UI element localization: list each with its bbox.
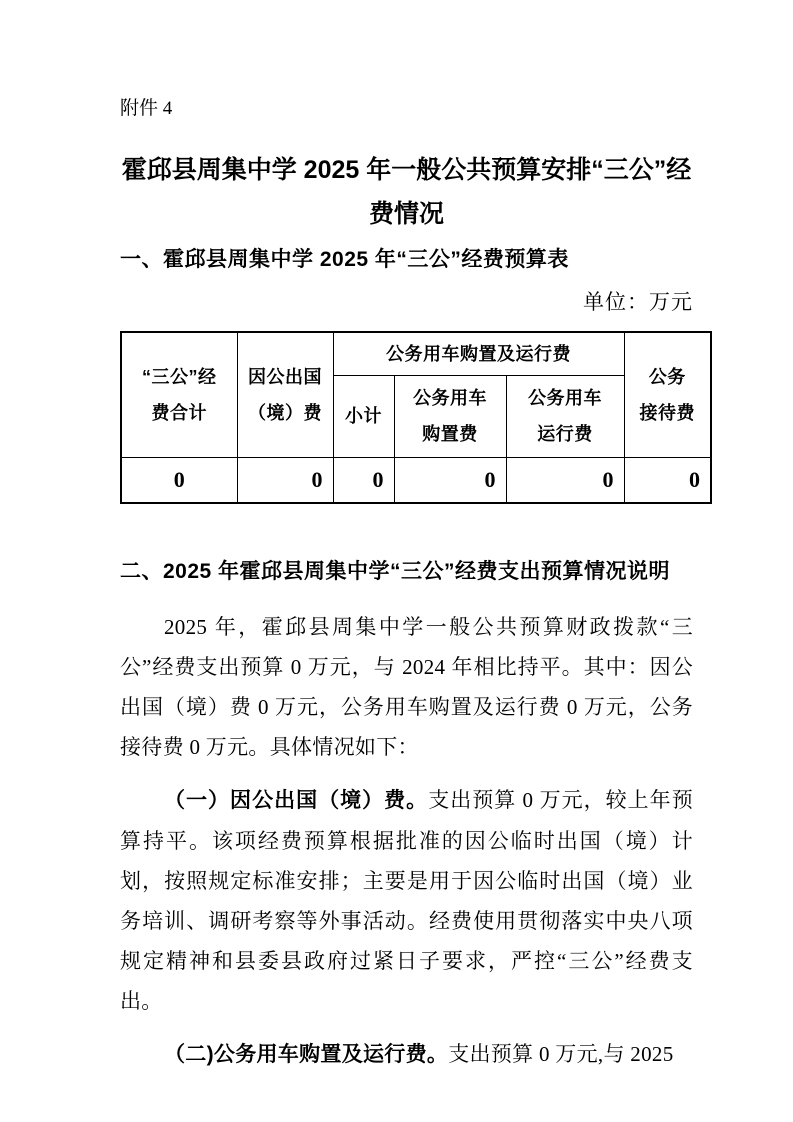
header-operation-line1: 公务用车 bbox=[528, 388, 602, 408]
header-reception bbox=[624, 332, 711, 457]
value-operation: 0 bbox=[506, 457, 624, 503]
document-title-line2: 费情况 bbox=[368, 200, 444, 228]
header-abroad-line2: （境）费 bbox=[248, 402, 322, 423]
table-values-row bbox=[121, 457, 711, 503]
header-vehicle-group: 公务用车购置及运行费 bbox=[333, 332, 624, 375]
header-operation bbox=[506, 375, 624, 457]
section2-heading: 二、2025 年霍邱县周集中学“三公”经费支出预算情况说明 bbox=[120, 560, 671, 583]
value-subtotal: 0 bbox=[333, 457, 394, 503]
paragraph-vehicle bbox=[120, 1034, 693, 1075]
unit-note: 单位：万元 bbox=[583, 290, 693, 314]
value-purchase: 0 bbox=[394, 457, 506, 503]
document-title bbox=[120, 148, 693, 236]
budget-table bbox=[120, 331, 712, 504]
paragraph-overview-text: 2025 年，霍邱县周集中学一般公共预算财政拨款“三公”经费支出预算 0 万元，与 2024 年相比持平。其中：因公出国（境）费 0 万元，公务用车购置及运行费 0 万元，公务接待费 0 万元。具体情况如下： bbox=[120, 615, 693, 759]
header-operation-line2: 运行费 bbox=[537, 424, 593, 444]
header-reception-line1: 公务 bbox=[648, 366, 686, 387]
paragraph-abroad-text: 支出预算 0 万元，较上年预算持平。该项经费预算根据批准的因公临时出国（境）计划，按照规定标准安排；主要是用于因公临时出国（境）业务培训、调研考察等外事活动。经费使用贯彻落实中央八项规定精神和县委县政府过紧日子要求，严控“三公”经费支出。 bbox=[120, 788, 693, 1013]
document-content bbox=[120, 0, 700, 1075]
section1-heading: 一、霍邱县周集中学 2025 年“三公”经费预算表 bbox=[120, 248, 569, 271]
value-abroad: 0 bbox=[237, 457, 333, 503]
paragraph-vehicle-text: 支出预算 0 万元,与 2025 bbox=[448, 1042, 674, 1066]
header-total-line1: “三公”经 bbox=[142, 366, 217, 387]
paragraph-abroad-lead: （一）因公出国（境）费。 bbox=[164, 789, 429, 812]
paragraph-overview bbox=[120, 607, 693, 767]
header-purchase-line1: 公务用车 bbox=[413, 388, 487, 408]
value-reception: 0 bbox=[624, 457, 711, 503]
header-abroad bbox=[237, 332, 333, 457]
paragraph-vehicle-lead: （二)公务用车购置及运行费。 bbox=[164, 1043, 449, 1066]
header-subtotal: 小计 bbox=[333, 375, 394, 457]
header-total bbox=[121, 332, 237, 457]
header-total-line2: 费合计 bbox=[151, 402, 207, 423]
value-total: 0 bbox=[121, 457, 237, 503]
header-reception-line2: 接待费 bbox=[639, 402, 695, 423]
table-header-row-1 bbox=[121, 332, 711, 375]
header-purchase bbox=[394, 375, 506, 457]
paragraph-abroad bbox=[120, 780, 693, 1021]
attachment-label: 附件 4 bbox=[120, 98, 173, 119]
document-title-line1: 霍邱县周集中学 2025 年一般公共预算安排“三公”经 bbox=[121, 156, 692, 184]
header-purchase-line2: 购置费 bbox=[422, 424, 478, 444]
header-abroad-line1: 因公出国 bbox=[248, 366, 322, 387]
